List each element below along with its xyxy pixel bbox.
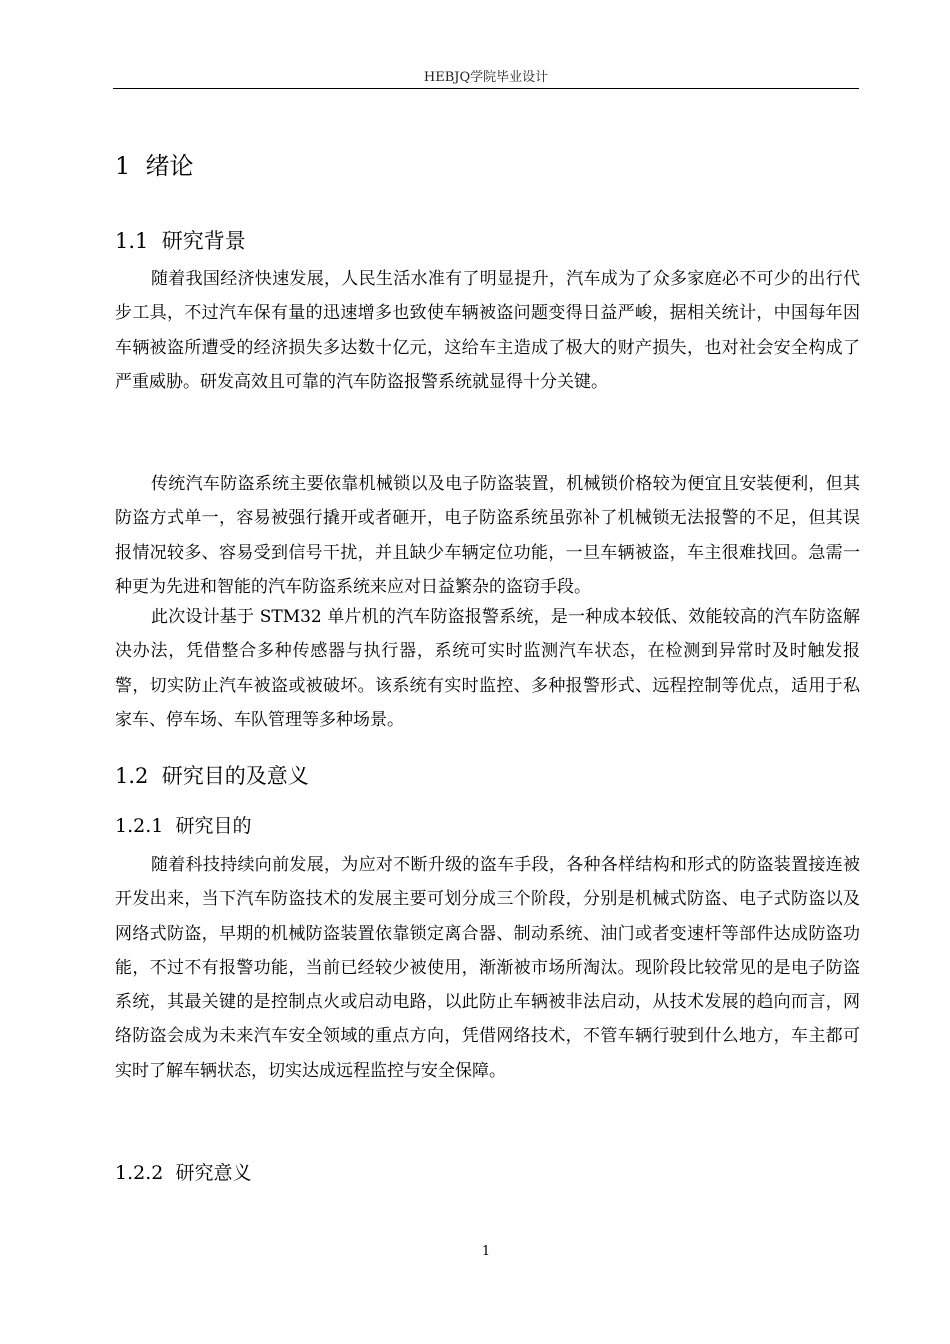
paragraph-background-1: 随着我国经济快速发展，人民生活水准有了明显提升，汽车成为了众多家庭必不可少的出行代步工具，不过汽车保有量的迅速增多也致使车辆被盗问题变得日益严峻，据相关统计，中国每年因车辆被盗所遭受的经济损失多达数十亿元，这给车主造成了极大的财产损失，也对社会安全构成了严重威胁。研发高效且可靠的汽车防盗报警系统就显得十分关键。 bbox=[115, 269, 860, 392]
page-number: 1 bbox=[481, 1244, 491, 1259]
chapter-title: 绪论 bbox=[145, 152, 194, 180]
paragraph-purpose-1: 随着科技持续向前发展，为应对不断升级的盗车手段，各种各样结构和形式的防盗装置接连被开发出来，当下汽车防盗技术的发展主要可划分成三个阶段，分别是机械式防盗、电子式防盗以及网络式防盗，早期的机械防盗装置依靠锁定离合器、制动系统、油门或者变速杆等部件达成防盗功能，不过不有报警功能，当前已经较少被使用，渐渐被市场所淘汰。现阶段比较常见的是电子防盗系统，其最关键的是控制点火或启动电路，以此防止车辆被非法启动，从技术发展的趋向而言，网络防盗会成为未来汽车安全领域的重点方向，凭借网络技术，不管车辆行驶到什么地方，车主都可实时了解车辆状态，切实达成远程监控与安全保障。 bbox=[115, 855, 860, 1081]
chapter-number: 1 bbox=[115, 152, 131, 180]
chapter-heading bbox=[115, 146, 194, 181]
page-header: HEBJQ学院毕业设计 bbox=[423, 70, 549, 85]
subsection-number: 1.2.1 bbox=[115, 815, 164, 837]
subsection-heading-1-2-1 bbox=[115, 811, 251, 838]
section-title: 研究背景 bbox=[161, 229, 246, 253]
section-title: 研究目的及意义 bbox=[161, 764, 309, 788]
subsection-title: 研究意义 bbox=[175, 1162, 252, 1184]
subsection-title: 研究目的 bbox=[175, 815, 252, 837]
subsection-number: 1.2.2 bbox=[115, 1162, 164, 1184]
section-number: 1.1 bbox=[115, 229, 149, 253]
header-divider bbox=[113, 88, 859, 89]
subsection-heading-1-2-2 bbox=[115, 1158, 251, 1185]
section-number: 1.2 bbox=[115, 764, 149, 788]
section-heading-1-1 bbox=[115, 225, 246, 255]
section-heading-1-2 bbox=[115, 760, 309, 790]
paragraph-background-2: 传统汽车防盗系统主要依靠机械锁以及电子防盗装置，机械锁价格较为便宜且安装便利，但其防盗方式单一，容易被强行撬开或者砸开，电子防盗系统虽弥补了机械锁无法报警的不足，但其误报情况较多、容易受到信号干扰，并且缺少车辆定位功能，一旦车辆被盗，车主很难找回。急需一种更为先进和智能的汽车防盗系统来应对日益繁杂的盗窃手段。 bbox=[115, 474, 860, 597]
paragraph-background-3: 此次设计基于 STM32 单片机的汽车防盗报警系统，是一种成本较低、效能较高的汽车防盗解决办法，凭借整合多种传感器与执行器，系统可实时监测汽车状态，在检测到异常时及时触发报警，切实防止汽车被盗或被破坏。该系统有实时监控、多种报警形式、远程控制等优点，适用于私家车、停车场、车队管理等多种场景。 bbox=[115, 607, 860, 730]
